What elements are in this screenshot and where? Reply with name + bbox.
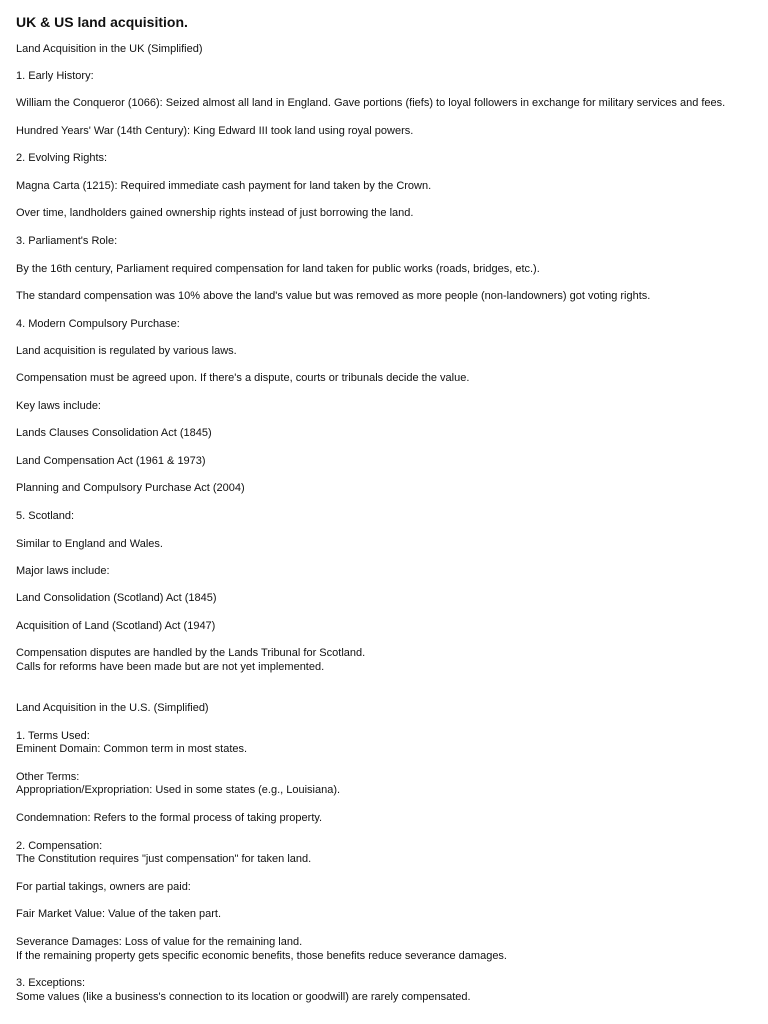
text-line: William the Conqueror (1066): Seized almost all land in England. Gave portions (fiefs) to loyal followers in exchange for military services and fees. <box>16 97 726 109</box>
text-line: 2. Compensation: <box>16 840 103 852</box>
text-line: Fair Market Value: Value of the taken part. <box>16 908 222 920</box>
text-line: The Constitution requires "just compensation" for taken land. <box>16 853 312 865</box>
text-line: Other Terms: <box>16 771 80 783</box>
text-line: Land Consolidation (Scotland) Act (1845) <box>16 592 217 604</box>
text-line: Hundred Years' War (14th Century): King Edward III took land using royal powers. <box>16 125 414 137</box>
text-line: 1. Early History: <box>16 70 94 82</box>
text-line: By the 16th century, Parliament required compensation for land taken for public works (roads, bridges, etc.). <box>16 263 540 275</box>
text-line: Magna Carta (1215): Required immediate cash payment for land taken by the Crown. <box>16 180 432 192</box>
text-line: 1. Terms Used: <box>16 730 90 742</box>
text-line: Acquisition of Land (Scotland) Act (1947) <box>16 620 216 632</box>
text-line: Compensation must be agreed upon. If there's a dispute, courts or tribunals decide the value. <box>16 372 470 384</box>
text-line: Over time, landholders gained ownership rights instead of just borrowing the land. <box>16 207 414 219</box>
text-line: Lands Clauses Consolidation Act (1845) <box>16 427 212 439</box>
text-line: Compensation disputes are handled by the Lands Tribunal for Scotland. <box>16 647 366 659</box>
text-line: Condemnation: Refers to the formal process of taking property. <box>16 812 323 824</box>
text-line: If the remaining property gets specific economic benefits, those benefits reduce severance damages. <box>16 950 507 962</box>
text-line: Planning and Compulsory Purchase Act (2004) <box>16 482 245 494</box>
text-line: Similar to England and Wales. <box>16 538 163 550</box>
document-title: UK & US land acquisition. <box>16 14 188 30</box>
text-line: 4. Modern Compulsory Purchase: <box>16 318 180 330</box>
text-line-uk-heading: Land Acquisition in the UK (Simplified) <box>16 43 203 55</box>
text-line: The standard compensation was 10% above the land's value but was removed as more people (non-landowners) got voting rights. <box>16 290 651 302</box>
text-line: 3. Parliament's Role: <box>16 235 118 247</box>
text-line: Calls for reforms have been made but are not yet implemented. <box>16 661 325 673</box>
text-line: Appropriation/Expropriation: Used in some states (e.g., Louisiana). <box>16 784 341 796</box>
document-page <box>16 0 768 1024</box>
text-line: 2. Evolving Rights: <box>16 152 108 164</box>
text-line: Severance Damages: Loss of value for the remaining land. <box>16 936 303 948</box>
text-line: 3. Exceptions: <box>16 977 86 989</box>
text-line: For partial takings, owners are paid: <box>16 881 191 893</box>
text-line: Eminent Domain: Common term in most states. <box>16 743 248 755</box>
text-line: Major laws include: <box>16 565 110 577</box>
text-line-us-heading: Land Acquisition in the U.S. (Simplified) <box>16 702 209 714</box>
text-line: 5. Scotland: <box>16 510 75 522</box>
text-line: Land Compensation Act (1961 & 1973) <box>16 455 206 467</box>
text-line: Some values (like a business's connection to its location or goodwill) are rarely compensated. <box>16 991 471 1003</box>
text-line: Land acquisition is regulated by various laws. <box>16 345 237 357</box>
text-line: Key laws include: <box>16 400 101 412</box>
